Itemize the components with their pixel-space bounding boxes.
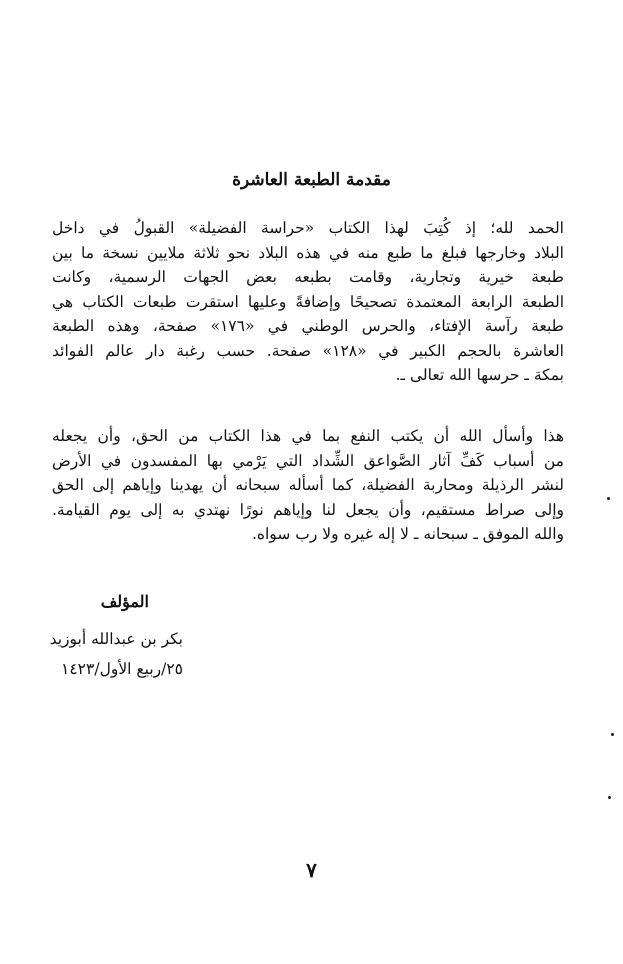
- paragraph-intro: [52, 216, 564, 388]
- paragraph-line: وإلى صراط مستقيم، وأن يجعل لنا وإياهم نورًا نهتدي به إلى يوم القيامة.: [52, 500, 564, 519]
- scan-speck: [607, 497, 610, 500]
- scan-speck: [608, 796, 611, 799]
- paragraph-line: لنشر الرذيلة ومحاربة الفضيلة، كما أسأله سبحانه أن يهدينا وإياهم إلى الحق: [52, 476, 564, 494]
- author-date: ٢٥/ربيع الأول/١٤٢٣: [61, 660, 183, 678]
- paragraph-line: الطبعة الرابعة المعتمدة تصحيحًا وإضافةً وعليها استقرت طبعات الكتاب هي: [52, 292, 564, 311]
- paragraph-line: الحمد لله؛ إذ كُتِبَ لهذا الكتاب «حراسة الفضيلة» القبولُ في داخل: [52, 219, 564, 237]
- paragraph-line: العاشرة بالحجم الكبير في «١٢٨» صفحة. حسب رغبة دار عالم الفوائد: [52, 341, 564, 360]
- paragraph-line: البلاد وخارجها فبلغ ما طبع منه في هذه البلاد نحو ثلاثة ملايين نسخة ما بين: [52, 243, 564, 262]
- paragraph-line: من أسباب كَفِّ آثار الصَّواعق الشِّداد التي يَرْمي بها المفسدون في الأرض: [52, 451, 564, 470]
- paragraph-prayer: [52, 424, 564, 547]
- author-name: بكر بن عبدالله أبوزيد: [49, 630, 183, 648]
- paragraph-line: والله الموفق ـ سبحانه ـ لا إله غيره ولا رب سواه.: [251, 525, 564, 543]
- paragraph-line: بمكة ـ حرسها الله تعالى ـ.: [395, 366, 564, 384]
- paragraph-line: طبعة خيرية وتجارية، وقامت بطبعه بعض الجهات الرسمية، وكانت: [52, 268, 564, 286]
- paragraph-line: هذا وأسأل الله أن يكتب النفع بما في هذا الكتاب من الحق، وأن يجعله: [52, 427, 564, 445]
- page-number: ٧: [306, 858, 317, 882]
- scan-speck: [611, 733, 614, 736]
- author-label: المؤلف: [100, 592, 149, 611]
- paragraph-line: طبعة رآسة الإفتاء، والحرس الوطني في «١٧٦» صفحة، وهذه الطبعة: [52, 317, 564, 335]
- page-title: مقدمة الطبعة العاشرة: [232, 170, 391, 190]
